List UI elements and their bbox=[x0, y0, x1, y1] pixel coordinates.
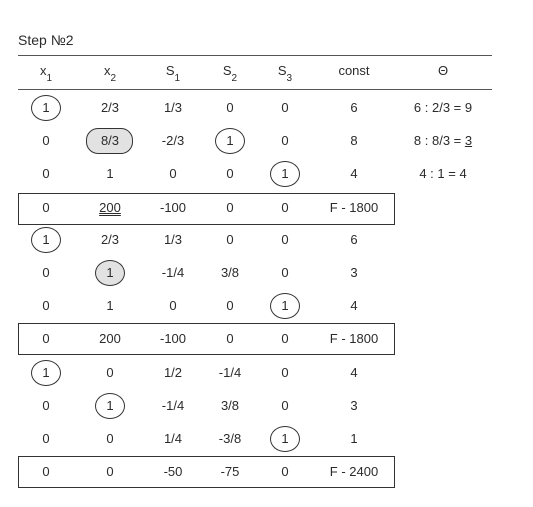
table-cell: 0 bbox=[42, 331, 50, 346]
table-cell: 0 bbox=[42, 166, 50, 181]
table-cell: 1 bbox=[106, 166, 114, 181]
table-cell: 200 bbox=[99, 200, 121, 215]
table-cell: 0 bbox=[42, 298, 50, 313]
table-cell: F - 1800 bbox=[329, 331, 379, 346]
table-cell: 0 bbox=[106, 464, 114, 479]
theta-cell: 4 : 1 = 4 bbox=[419, 166, 467, 181]
table-cell: 0 bbox=[281, 100, 289, 115]
table-cell: -50 bbox=[163, 464, 183, 479]
table-cell: 1 bbox=[281, 166, 289, 181]
table-cell: 0 bbox=[281, 133, 289, 148]
table-cell: 0 bbox=[42, 431, 50, 446]
table-cell: 0 bbox=[226, 100, 234, 115]
theta-cell bbox=[403, 133, 483, 149]
table-cell: 0 bbox=[226, 331, 234, 346]
table-cell: 3 bbox=[350, 398, 358, 413]
table-cell: 200 bbox=[99, 331, 121, 346]
header-rule bbox=[18, 89, 492, 90]
table-cell: 0 bbox=[281, 232, 289, 247]
table-cell: -1/4 bbox=[161, 398, 185, 413]
header-s2: $S_2$ bbox=[222, 63, 238, 84]
table-cell: 0 bbox=[169, 298, 177, 313]
table-cell: 0 bbox=[226, 200, 234, 215]
table-cell: 6 bbox=[350, 100, 358, 115]
table-cell: -75 bbox=[220, 464, 240, 479]
table-cell: 0 bbox=[281, 265, 289, 280]
theta-expression: 8 : 8/3 = bbox=[413, 133, 465, 148]
table-cell: 4 bbox=[350, 298, 358, 313]
table-cell: 4 bbox=[350, 365, 358, 380]
table-cell: 4 bbox=[350, 166, 358, 181]
table-cell: 0 bbox=[226, 166, 234, 181]
table-cell: 2/3 bbox=[100, 100, 120, 115]
table-cell: -1/4 bbox=[218, 365, 242, 380]
step-title: Step №2 bbox=[18, 32, 74, 48]
header-const: const bbox=[338, 63, 370, 78]
table-cell: -100 bbox=[159, 200, 187, 215]
table-cell: 0 bbox=[226, 232, 234, 247]
header-x2: $x_2$ bbox=[103, 63, 117, 84]
table-cell: 1 bbox=[42, 365, 50, 380]
table-cell: 1 bbox=[106, 398, 114, 413]
header-theta: Θ bbox=[437, 63, 449, 78]
table-cell: 1 bbox=[42, 232, 50, 247]
table-cell: -100 bbox=[159, 331, 187, 346]
table-cell: -1/4 bbox=[161, 265, 185, 280]
table-cell: 8/3 bbox=[100, 133, 120, 148]
table-cell: 1 bbox=[281, 298, 289, 313]
table-cell: 0 bbox=[106, 431, 114, 446]
table-cell: 1 bbox=[350, 431, 358, 446]
table-top-rule bbox=[18, 55, 492, 56]
table-cell: F - 1800 bbox=[329, 200, 379, 215]
table-cell: 3 bbox=[350, 265, 358, 280]
table-cell: 0 bbox=[42, 398, 50, 413]
table-cell: 6 bbox=[350, 232, 358, 247]
table-cell: 1/3 bbox=[163, 100, 183, 115]
table-cell: 1 bbox=[106, 298, 114, 313]
table-cell: 0 bbox=[281, 331, 289, 346]
table-cell: 1 bbox=[281, 431, 289, 446]
table-cell: 0 bbox=[281, 464, 289, 479]
table-cell: 0 bbox=[281, 398, 289, 413]
table-cell: 0 bbox=[42, 133, 50, 148]
theta-min-value: 3 bbox=[464, 133, 473, 148]
table-cell: 3/8 bbox=[220, 398, 240, 413]
table-cell: 0 bbox=[169, 166, 177, 181]
table-cell: 1/3 bbox=[163, 232, 183, 247]
table-cell: -2/3 bbox=[161, 133, 185, 148]
header-s3: $S_3$ bbox=[277, 63, 293, 84]
table-cell: 0 bbox=[42, 200, 50, 215]
table-cell: 1/4 bbox=[163, 431, 183, 446]
table-cell: 0 bbox=[42, 265, 50, 280]
theta-cell: 6 : 2/3 = 9 bbox=[413, 100, 473, 115]
table-cell: 0 bbox=[106, 365, 114, 380]
table-cell: 1/2 bbox=[163, 365, 183, 380]
table-cell: -3/8 bbox=[218, 431, 242, 446]
table-cell: 3/8 bbox=[220, 265, 240, 280]
table-cell: 8 bbox=[350, 133, 358, 148]
table-cell: 2/3 bbox=[100, 232, 120, 247]
table-cell: 0 bbox=[281, 200, 289, 215]
table-cell: F - 2400 bbox=[329, 464, 379, 479]
table-cell: 1 bbox=[42, 100, 50, 115]
header-s1: $S_1$ bbox=[165, 63, 181, 84]
table-cell: 0 bbox=[226, 298, 234, 313]
table-cell: 0 bbox=[281, 365, 289, 380]
header-x1: $x_1$ bbox=[39, 63, 53, 84]
table-cell: 0 bbox=[42, 464, 50, 479]
table-cell: 1 bbox=[226, 133, 234, 148]
table-cell: 1 bbox=[106, 265, 114, 280]
